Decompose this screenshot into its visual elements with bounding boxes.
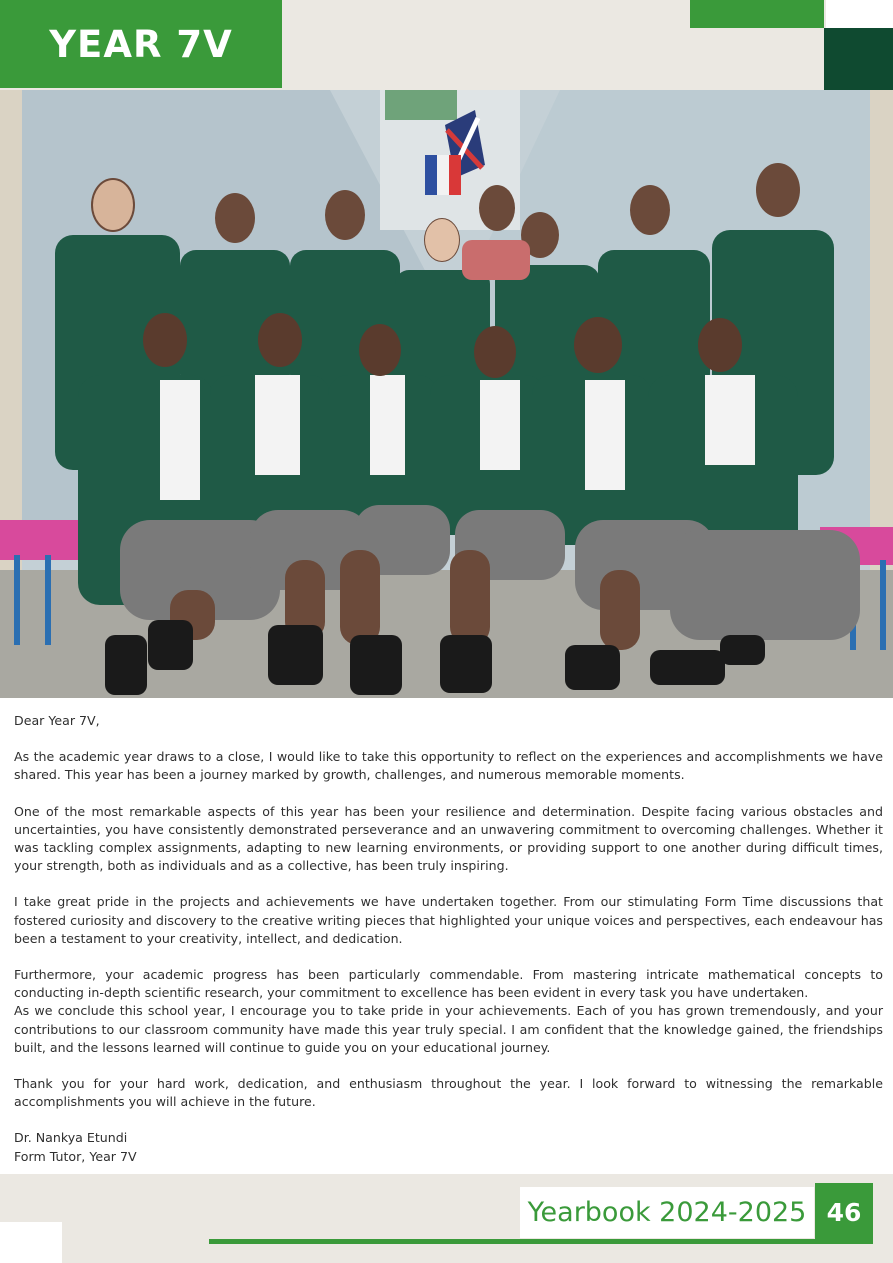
letter-greeting: Dear Year 7V, xyxy=(14,713,100,728)
letter-paragraph: Thank you for your hard work, dedication, and enthusiasm throughout the year. I look forward to witnessing the remarkable accomplishments you will achieve in the future. xyxy=(14,1076,883,1110)
form-tutor-letter xyxy=(14,712,883,1166)
decor-white-square xyxy=(826,0,893,28)
signature-role: Form Tutor, Year 7V xyxy=(14,1148,137,1164)
page-title: YEAR 7V xyxy=(49,22,233,66)
page-number: 46 xyxy=(826,1197,862,1227)
letter-paragraph: One of the most remarkable aspects of this year has been your resilience and determination. Despite facing various obstacles and uncertainties, you have consistently demonstrated perseverance and an unwavering commitment to overcoming challenges. Whether it was tackling complex assignments, adapting to new learning environments, or providing support to one another during difficult times, your strength, both as individuals and as a collective, has been truly inspiring. xyxy=(14,803,883,874)
yearbook-label-box xyxy=(520,1187,814,1238)
letter-paragraph: As the academic year draws to a close, I would like to take this opportunity to reflect on the experiences and accomplishments we have shared. This year has been a journey marked by growth, challenges, and numerous memorable moments. xyxy=(14,749,883,783)
footer-green-line xyxy=(209,1239,873,1244)
class-photo xyxy=(0,90,893,698)
footer-decor-white xyxy=(0,1222,62,1263)
yearbook-label: Yearbook 2024-2025 xyxy=(527,1197,807,1228)
signature-name: Dr. Nankya Etundi xyxy=(14,1130,128,1146)
page-number-box xyxy=(815,1183,873,1241)
letter-paragraph: I take great pride in the projects and achievements we have undertaken together. From our stimulating Form Time discussions that fostered curiosity and discovery to the creative writing pieces that highlighted your unique voices and perspectives, each endeavour has been a testament to your creativity, intellect, and dedication. xyxy=(14,894,883,946)
decor-green-bar xyxy=(690,0,824,28)
letter-paragraph: Furthermore, your academic progress has been particularly commendable. From mastering intricate mathematical concepts to conducting in-depth scientific research, your commitment to excellence has been evident in every task you have undertaken. xyxy=(14,967,883,1001)
title-banner xyxy=(0,0,282,88)
letter-paragraph: As we conclude this school year, I encourage you to take pride in your achievements. Each of you has grown tremendously, and your contributions to our classroom community have made this year truly special. I am confident that the knowledge gained, the friendships built, and the lessons learned will continue to guide you on your educational journey. xyxy=(14,1003,883,1055)
